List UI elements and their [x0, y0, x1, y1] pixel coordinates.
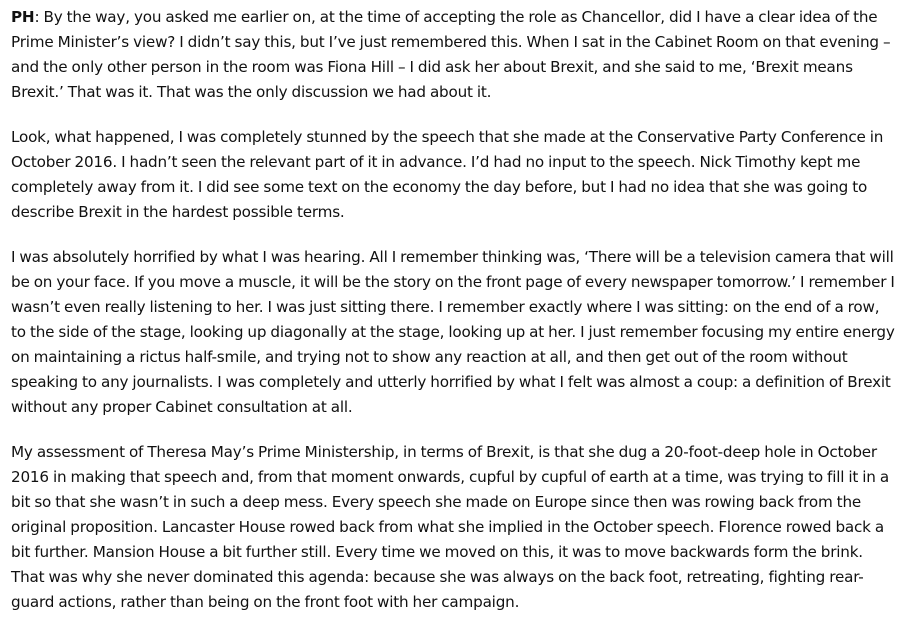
- speaker-label: PH: [11, 8, 35, 26]
- paragraph-4: My assessment of Theresa May’s Prime Ministership, in terms of Brexit, is that she dug a 20-foot-deep hole in October 2016 in making that speech and, from that moment onwards, cupful by cupful of earth at a time, was trying to fill it in a bit so that she wasn’t in such a deep mess. Every speech she made on Europe since then was rowing back from the original proposition. Lancaster House rowed back from what she implied in the October speech. Florence rowed back a bit further. Mansion House a bit further still. Every time we moved on this, it was to move backwards form the brink. That was why she never dominated this agenda: because she was always on the back foot, retreating, fighting rear-guard actions, rather than being on the front foot with her campaign.: [11, 443, 889, 611]
- paragraph-1: [11, 5, 896, 105]
- paragraph-2: Look, what happened, I was completely stunned by the speech that she made at the Conservative Party Conference in October 2016. I hadn’t seen the relevant part of it in advance. I’d had no input to the speech. Nick Timothy kept me completely away from it. I did see some text on the economy the day before, but I had no idea that she was going to describe Brexit in the hardest possible terms.: [11, 128, 884, 221]
- paragraph-1-text: : By the way, you asked me earlier on, at the time of accepting the role as Chancellor, did I have a clear idea of the Prime Minister’s view? I didn’t say this, but I’ve just remembered this. When I sat in the Cabinet Room on that evening – and the only other person in the room was Fiona Hill – I did ask her about Brexit, and she said to me, ‘Brexit means Brexit.’ That was it. That was the only discussion we had about it.: [11, 8, 891, 101]
- paragraph-3: I was absolutely horrified by what I was hearing. All I remember thinking was, ‘There will be a television camera that will be on your face. If you move a muscle, it will be the story on the front page of every newspaper tomorrow.’ I remember I wasn’t even really listening to her. I was just sitting there. I remember exactly where I was sitting: on the end of a row, to the side of the stage, looking up diagonally at the stage, looking up at her. I just remember focusing my entire energy on maintaining a rictus half-smile, and trying not to show any reaction at all, and then get out of the room without speaking to any journalists. I was completely and utterly horrified by what I felt was almost a coup: a definition of Brexit without any proper Cabinet consultation at all.: [11, 248, 895, 416]
